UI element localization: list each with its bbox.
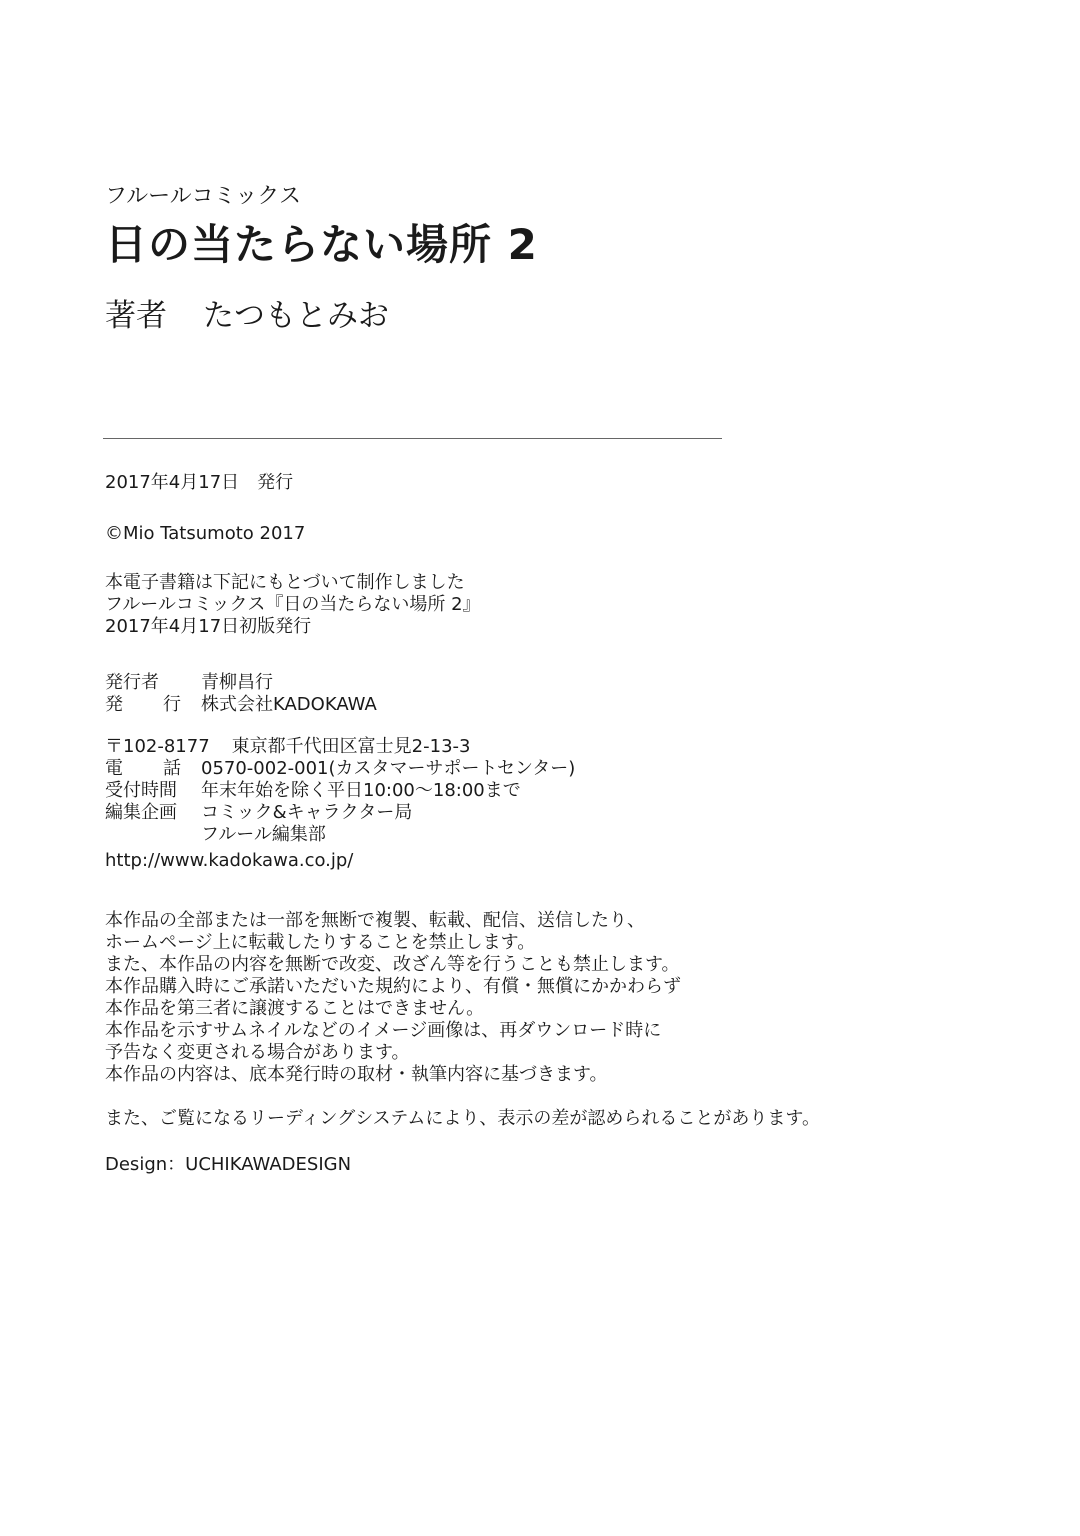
address-row xyxy=(105,736,575,758)
issuer-label: 発行者 xyxy=(105,672,159,693)
phone-label xyxy=(105,758,181,780)
divider xyxy=(103,438,722,439)
author-label: 著者 xyxy=(105,298,167,334)
notice-line: 本作品の内容は、底本発行時の取材・執筆内容に基づきます。 xyxy=(105,1064,608,1085)
notice-line: 本作品を第三者に譲渡することはできません。 xyxy=(105,998,485,1019)
publisher-label xyxy=(105,694,181,716)
address: 東京都千代田区富士見2-13-3 xyxy=(231,736,471,757)
display-note: また、ご覧になるリーディングシステムにより、表示の差が認められることがあります。 xyxy=(105,1108,820,1129)
phone-label-char: 話 xyxy=(163,758,181,779)
author-line xyxy=(105,296,389,336)
phone-label-char: 電 xyxy=(105,758,123,779)
editorial-dept-2: フルール編集部 xyxy=(201,824,326,845)
url-row xyxy=(105,850,575,872)
source-note-line: フルールコミックス『日の当たらない場所 2』 xyxy=(105,594,481,615)
notice-line: 本作品購入時にご承諾いただいた規約により、有償・無償にかかわらず xyxy=(105,976,681,997)
publisher-url[interactable]: http://www.kadokawa.co.jp/ xyxy=(105,850,354,871)
copyright: ©Mio Tatsumoto 2017 xyxy=(105,523,306,544)
notice-line: 本作品の全部または一部を無断で複製、転載、配信、送信したり、 xyxy=(105,910,645,931)
design-credit: Design：UCHIKAWADESIGN xyxy=(105,1154,352,1175)
phone-number: 0570-002-001(カスタマーサポートセンター) xyxy=(201,758,576,779)
notice-line: 本作品を示すサムネイルなどのイメージ画像は、再ダウンロード時に xyxy=(105,1020,662,1041)
imprint xyxy=(105,182,805,212)
notice-line: 予告なく変更される場合があります。 xyxy=(105,1042,410,1063)
editorial-row-2 xyxy=(105,824,575,846)
publisher-label-char: 行 xyxy=(163,694,181,715)
notice-line: ホームページ上に転載したりすることを禁止します。 xyxy=(105,932,536,953)
hours-label: 受付時間 xyxy=(105,780,177,801)
editorial-dept: コミック&キャラクター局 xyxy=(201,802,413,823)
publisher-info xyxy=(105,672,377,716)
source-note-line: 2017年4月17日初版発行 xyxy=(105,616,312,637)
contact-info xyxy=(105,736,575,872)
source-note-line: 本電子書籍は下記にもとづいて制作しました xyxy=(105,572,465,593)
notice-line: また、本作品の内容を無断で改変、改ざん等を行うことも禁止します。 xyxy=(105,954,680,975)
issuer-row xyxy=(105,672,377,694)
issuer-name: 青柳昌行 xyxy=(201,672,273,693)
editorial-label: 編集企画 xyxy=(105,802,177,823)
publication-date: 2017年4月17日 発行 xyxy=(105,472,294,493)
legal-notices xyxy=(105,910,681,1086)
author-name: たつもとみお xyxy=(203,298,389,334)
phone-row xyxy=(105,758,575,780)
imprint-label: フルールコミックス xyxy=(105,184,302,209)
source-note xyxy=(105,572,481,638)
book-title: 日の当たらない場所 2 xyxy=(105,220,538,269)
hours-row xyxy=(105,780,575,802)
hours: 年末年始を除く平日10:00〜18:00まで xyxy=(201,780,521,801)
publisher-name: 株式会社KADOKAWA xyxy=(201,694,377,715)
publisher-label-char: 発 xyxy=(105,694,123,715)
postal-code: 〒102-8177 xyxy=(105,736,210,757)
editorial-row xyxy=(105,802,575,824)
publisher-row xyxy=(105,694,377,716)
